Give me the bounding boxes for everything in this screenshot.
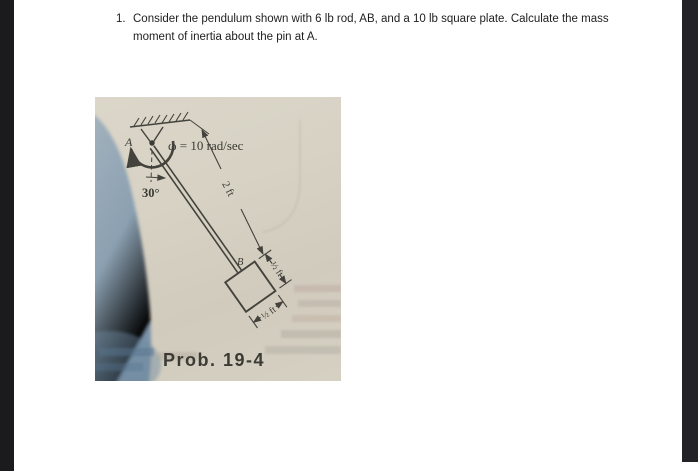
problem-text-line1: Consider the pendulum shown with 6 lb rod, AB, and a 10 lb square plate. Calculate the mass <box>133 13 609 25</box>
omega-label: ω = 10 rad/sec <box>168 138 244 153</box>
pin-a <box>141 127 163 146</box>
square-plate <box>225 262 275 312</box>
rod-length-label: 2 ft <box>219 179 237 199</box>
label-a: A <box>125 135 133 149</box>
problem-statement <box>116 10 676 46</box>
problem-number: 1. <box>116 13 126 25</box>
figure-caption: Prob. 19-4 <box>163 350 266 370</box>
label-b: B <box>237 257 244 268</box>
plate-bottom-label: ½ ft <box>260 305 279 323</box>
angle-label: 30° <box>142 186 160 200</box>
angle-arrow <box>146 177 165 178</box>
plate-side-label: ½ ft <box>267 260 285 279</box>
scan-edge-left <box>0 0 14 471</box>
pendulum-diagram <box>95 97 341 381</box>
problem-text-line2: moment of inertia about the pin at A. <box>133 31 318 43</box>
figure-photo <box>95 97 341 381</box>
scan-edge-right <box>682 0 698 462</box>
